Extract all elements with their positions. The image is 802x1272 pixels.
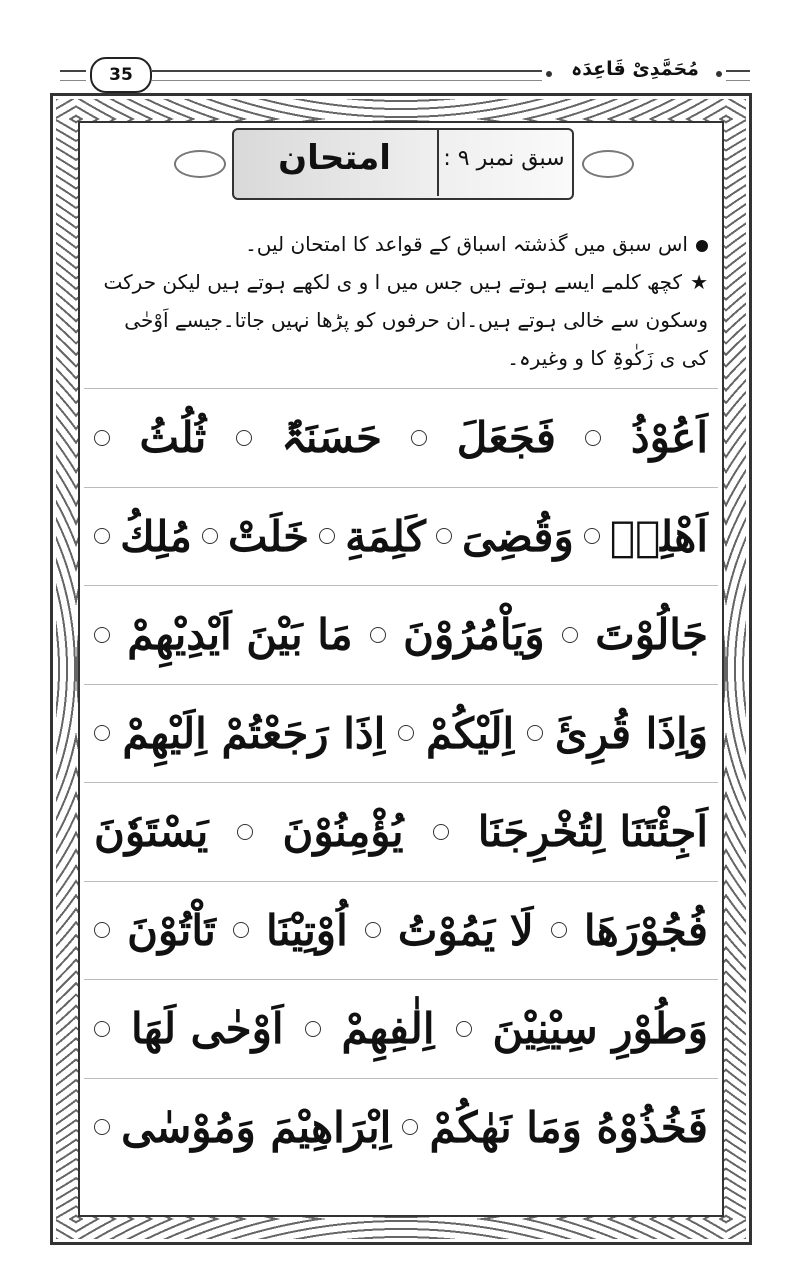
word: وَيَاْمُرُوْنَ [403,610,545,660]
word: كَلِمَةِ [345,511,426,561]
book-title: مُحَمَّدِیْ قَاعِدَہ [571,58,699,80]
word: مَا بَيْنَ اَيْدِيْهِمْ [127,610,353,660]
word: اِلَيْكُمْ [425,708,515,758]
circle-separator-icon [433,824,449,840]
instructions [92,225,708,377]
exercise-rows [84,388,718,1176]
word-row [84,782,718,881]
circle-separator-icon [237,824,253,840]
word: جَالُوْتَ [595,610,708,660]
circle-separator-icon [94,1021,110,1037]
word-row [84,881,718,980]
word: اَجِئْتَنَا لِتُخْرِجَنَا [477,807,708,857]
word: وَاِذَا قُرِئَ [554,708,708,758]
circle-separator-icon [585,430,601,446]
flourish-right-icon [582,150,634,178]
circle-separator-icon [402,1119,418,1135]
word: وَقُضِیَ [461,511,574,561]
word: تَاْتُوْنَ [127,905,216,955]
circle-separator-icon [94,725,110,741]
lesson-banner [232,128,572,198]
circle-separator-icon [94,627,110,643]
header-flourish-left [60,70,86,81]
word: اِذَا رَجَعْتُمْ اِلَيْهِمْ [122,708,386,758]
word: يُؤْمِنُوْنَ [282,807,404,857]
lesson-topic: امتحان [278,138,391,178]
word-row [84,979,718,1078]
circle-separator-icon [456,1021,472,1037]
word: فُجُوْرَهَا [583,905,708,955]
lesson-number-label: سبق نمبر ۹ : [443,146,565,171]
page-header [60,52,750,96]
circle-separator-icon [305,1021,321,1037]
word: وَطُوْرِ سِيْنِيْنَ [492,1004,708,1054]
word-row [84,684,718,783]
circle-separator-icon [398,725,414,741]
word-row [84,388,718,487]
circle-separator-icon [411,430,427,446]
header-flourish-center [152,70,542,81]
bullet-icon [696,240,708,252]
word: اَوْحٰى لَهَا [131,1004,284,1054]
instruction-2: ★کچھ کلمے ایسے ہوتے ہیں جس میں ا و ی لکھے ہوتے ہیں لیکن حرکت وسکون سے خالی ہوتے ہیں۔ان حرفوں کو پڑھا نہیں جاتا۔جیسے اَوْحٰی کی ی زَکٰوۃِ کا و وغیرہ۔ [103,270,708,370]
circle-separator-icon [365,922,381,938]
circle-separator-icon [94,922,110,938]
header-flourish-right [726,70,750,81]
circle-separator-icon [551,922,567,938]
word: اُوْتِيْنَا [265,905,348,955]
circle-separator-icon [436,528,452,544]
circle-separator-icon [94,528,110,544]
word-row [84,585,718,684]
circle-separator-icon [527,725,543,741]
flourish-left-icon [174,150,226,178]
word: خَلَتْ [227,511,310,561]
header-dot [546,71,552,77]
word: يَسْتَوٗنَ [94,807,209,857]
page-number: 35 [90,57,152,93]
word: حَسَنَۃٌ [281,413,382,463]
word-row [84,1078,718,1177]
circle-separator-icon [562,627,578,643]
instruction-1: اس سبق میں گذشتہ اسباق کے قواعد کا امتحان لیں۔ [92,225,708,263]
word: اِبْرَاهِيْمَ وَمُوْسٰى [121,1102,392,1152]
circle-separator-icon [370,627,386,643]
word: اِلٰفِهِمْ [341,1004,435,1054]
circle-separator-icon [584,528,600,544]
circle-separator-icon [94,1119,110,1135]
word-row [84,487,718,586]
word: فَخُذُوْهُ وَمَا نَهٰكُمْ [429,1102,708,1152]
word: اَهْلِهٖ [609,511,708,561]
word: اَعُوْذُ [630,413,708,463]
banner-divider [437,128,439,196]
star-icon: ★ [690,270,708,294]
circle-separator-icon [202,528,218,544]
word: لَا يَمُوْتُ [397,905,534,955]
circle-separator-icon [319,528,335,544]
word: فَجَعَلَ [456,413,557,463]
circle-separator-icon [233,922,249,938]
circle-separator-icon [94,430,110,446]
header-dot [716,71,722,77]
circle-separator-icon [236,430,252,446]
word: مُلِكُ [120,511,192,561]
word: ثُلُثُ [139,413,207,463]
